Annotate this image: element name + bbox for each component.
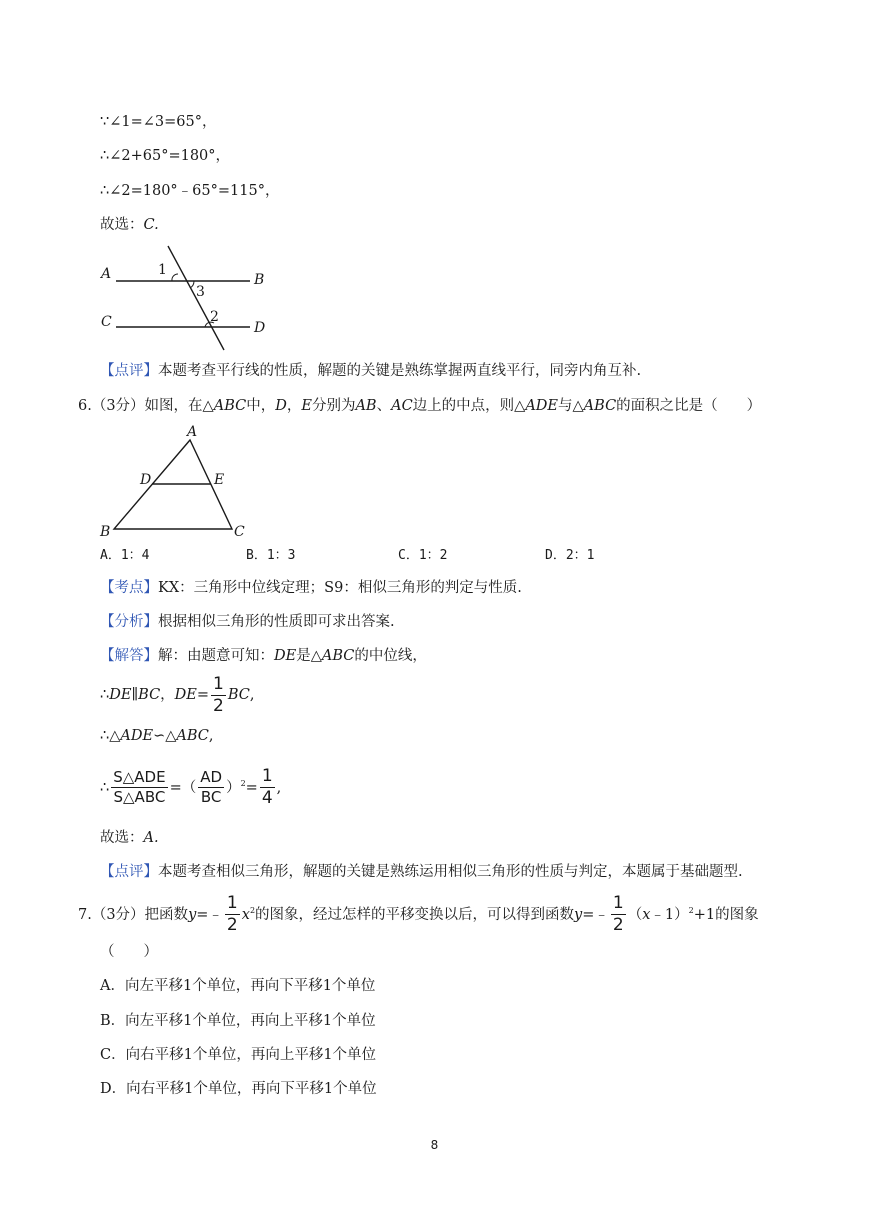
step-part: ADE (120, 728, 154, 744)
label-angle-1: 1 (158, 262, 167, 278)
label-d: D (254, 320, 266, 336)
kaodian-tag: 【考点】 (100, 580, 158, 596)
jieda-part: 解：由题意可知： (158, 648, 274, 664)
label-c: C (234, 524, 245, 540)
stem-part: 边上的中点，则△ (412, 398, 526, 414)
stem-part: x (642, 906, 651, 923)
jieda-part: ABC (321, 648, 355, 664)
q6-option-b: B．1：3 (246, 548, 296, 563)
q6-option-c: C．1：2 (398, 548, 448, 563)
numerator: 1 (226, 893, 238, 914)
answer-choice: A. (143, 830, 159, 846)
answer-choice: C. (143, 217, 159, 233)
step-part: ∴ (100, 779, 110, 796)
fraction-area-ratio (111, 770, 167, 805)
q7-option-b: B．向左平移1个单位，再向上平移1个单位 (100, 1013, 376, 1029)
jieda-tag: 【解答】 (100, 648, 158, 664)
stem-part: =﹣ (582, 906, 609, 923)
stem-part: 7.（3分）把函数 (78, 906, 189, 923)
fraction-one-half (611, 895, 626, 934)
numerator: 1 (612, 893, 624, 914)
stem-part: =﹣ (196, 906, 223, 923)
stem-part: ， (286, 398, 302, 414)
q6-stem (78, 396, 761, 416)
fenxi-text: 根据相似三角形的性质即可求出答案. (158, 614, 395, 630)
comment-tag: 【点评】 (100, 363, 158, 379)
denominator: BC (200, 788, 222, 807)
q6-comment (100, 862, 743, 882)
stem-part: 分别为 (311, 398, 356, 414)
step-part: , (276, 779, 282, 796)
denominator: 2 (226, 915, 238, 936)
comment-text: 本题考查平行线的性质，解题的关键是熟练掌握两直线平行，同旁内角互补. (158, 363, 642, 379)
step-part: BC (227, 687, 250, 703)
fraction-one-half (211, 673, 226, 716)
q6-step-3 (100, 758, 281, 814)
label-d: D (140, 472, 152, 488)
step-part: , (208, 728, 214, 744)
jieda-part: 的中位线， (354, 648, 427, 664)
q6-step-1 (100, 672, 255, 718)
q6-step-2 (100, 726, 214, 746)
label-e: E (214, 472, 225, 488)
numerator: S△ADE (113, 768, 166, 787)
page-number: 8 (430, 1138, 439, 1152)
stem-part: 的面积之比是（ ） (616, 398, 762, 414)
q7-paren: （ ） (100, 944, 158, 960)
stem-part: D (275, 398, 287, 414)
jieda-part: DE (274, 648, 297, 664)
stem-part: 与△ (558, 398, 584, 414)
q5-step-2: ∴∠2+65°=180°， (100, 148, 231, 164)
step-part: ∴△ (100, 728, 121, 744)
stem-part: 的图象，经过怎样的平移变换以后，可以得到函数 (255, 906, 575, 923)
stem-part: +1的图象 (693, 906, 759, 923)
step-part: ， (160, 687, 175, 703)
stem-part: y (188, 906, 197, 923)
label-a: A (101, 266, 112, 282)
triangle-figure (96, 422, 256, 544)
stem-part: ABC (583, 398, 617, 414)
q7-option-a: A．向左平移1个单位，再向下平移1个单位 (100, 978, 376, 994)
q5-comment (100, 361, 641, 381)
step-part: ABC (176, 728, 209, 744)
exponent: 2 (240, 779, 246, 788)
step-part: ∽△ (153, 728, 177, 744)
q7-option-c: C．向右平移1个单位，再向上平移1个单位 (100, 1047, 377, 1063)
comment-text: 本题考查相似三角形，解题的关键是熟练运用相似三角形的性质与判定，本题属于基础题型. (158, 864, 743, 880)
stem-part: ADE (525, 398, 559, 414)
step-part: ∴ (100, 687, 110, 703)
kaodian-text: KX：三角形中位线定理；S9：相似三角形的判定与性质. (158, 580, 522, 596)
exponent: 2 (249, 906, 256, 915)
q6-fenxi (100, 612, 395, 632)
numerator: 1 (213, 673, 224, 694)
label-b: B (254, 272, 265, 288)
q5-step-1: ∵∠1=∠3=65°， (100, 114, 217, 130)
fraction-one-quarter (260, 768, 275, 807)
stem-part: 、 (376, 398, 392, 414)
q6-jieda (100, 646, 427, 666)
parallel-lines-figure (98, 240, 278, 352)
stem-part: x (241, 906, 250, 923)
label-angle-2: 2 (210, 309, 219, 325)
stem-part: 6.（3分）如图，在△ (78, 398, 214, 414)
step-part: , (249, 687, 255, 703)
step-part: = (196, 687, 210, 703)
q6-answer (100, 828, 159, 848)
step-part: DE∥BC (109, 687, 161, 703)
fenxi-tag: 【分析】 (100, 614, 158, 630)
numerator: AD (200, 768, 223, 787)
step-part: =（ (169, 779, 197, 796)
denominator: 4 (261, 788, 273, 809)
label-a: A (187, 424, 198, 440)
answer-prefix: 故选： (100, 830, 144, 846)
angle-1-arc (172, 274, 178, 281)
q6-option-a: A．1：4 (100, 548, 150, 563)
stem-part: ABC (213, 398, 247, 414)
fraction-ad-bc (198, 770, 224, 805)
comment-tag: 【点评】 (100, 864, 158, 880)
step-part: ） (226, 779, 241, 796)
label-b: B (100, 524, 111, 540)
jieda-part: 是△ (296, 648, 322, 664)
stem-part: （ (627, 906, 643, 923)
denominator: S△ABC (113, 788, 166, 807)
label-angle-3: 3 (196, 284, 205, 300)
q5-step-3: ∴∠2=180°﹣65°=115°， (100, 183, 280, 199)
label-c: C (101, 314, 112, 330)
stem-part: AB (355, 398, 377, 414)
stem-part: ﹣1） (650, 906, 689, 923)
step-part: = (245, 779, 258, 796)
stem-part: AC (391, 398, 413, 414)
fraction-one-half (225, 895, 240, 934)
step-part: DE (174, 687, 197, 703)
q5-answer (100, 215, 159, 235)
stem-part: E (301, 398, 312, 414)
q6-kaodian (100, 578, 522, 598)
q7-stem (78, 888, 759, 938)
denominator: 2 (612, 915, 624, 936)
q7-option-d: D．向右平移1个单位，再向下平移1个单位 (100, 1081, 377, 1097)
stem-part: 中， (246, 398, 276, 414)
answer-prefix: 故选： (100, 217, 144, 233)
exponent: 2 (688, 906, 694, 915)
stem-part: y (574, 906, 583, 923)
denominator: 2 (213, 695, 224, 716)
numerator: 1 (261, 766, 273, 787)
q6-option-d: D．2：1 (545, 548, 595, 563)
